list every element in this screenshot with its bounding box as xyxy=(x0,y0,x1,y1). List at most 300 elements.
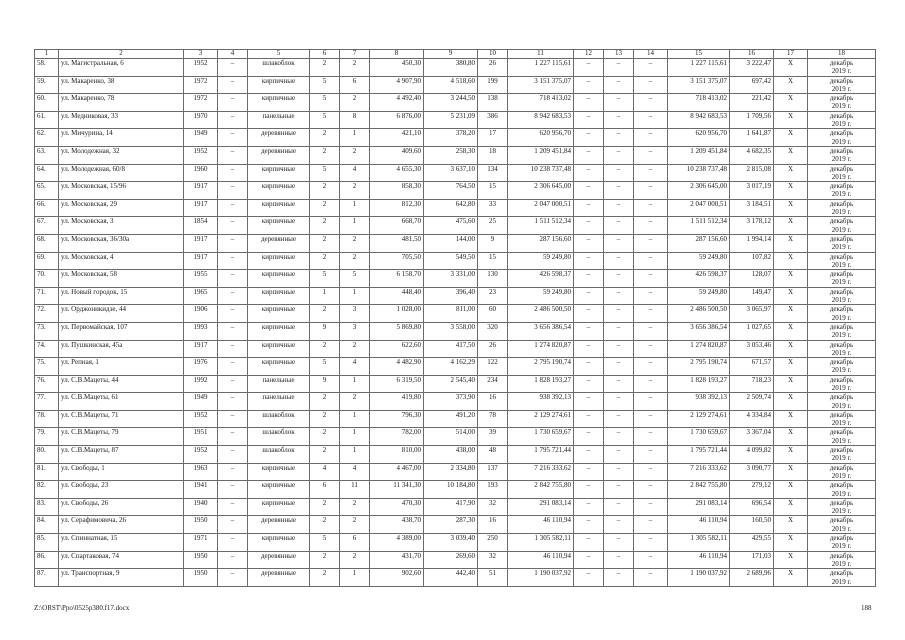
table-cell: 32 xyxy=(478,498,508,516)
table-cell: деревянные xyxy=(248,129,310,147)
table-cell: – xyxy=(574,463,604,481)
column-header: 13 xyxy=(604,50,634,59)
table-cell: 16 xyxy=(478,516,508,534)
table-cell: 3 222,47 xyxy=(730,59,774,77)
table-cell: 2 xyxy=(340,498,370,516)
deadline-month: декабрь xyxy=(829,340,854,349)
table-cell: 10 238 737,48 xyxy=(668,164,730,182)
table-cell: 3 065,97 xyxy=(730,305,774,323)
deadline-cell xyxy=(808,252,876,270)
table-cell: Х xyxy=(774,428,808,446)
table-cell: 2 xyxy=(340,340,370,358)
table-cell: – xyxy=(218,146,248,164)
table-cell: – xyxy=(218,287,248,305)
table-cell: 2 129 274,61 xyxy=(508,410,574,428)
table-row xyxy=(35,146,876,164)
column-header: 16 xyxy=(730,50,774,59)
table-cell: 2 xyxy=(340,94,370,112)
deadline-cell xyxy=(808,516,876,534)
table-cell: 409,60 xyxy=(370,146,424,164)
table-cell: – xyxy=(634,76,668,94)
table-cell: 438,00 xyxy=(424,446,478,464)
table-cell: – xyxy=(634,393,668,411)
table-cell: 2 xyxy=(310,252,340,270)
table-cell: 2 xyxy=(310,129,340,147)
table-cell: 17 xyxy=(478,129,508,147)
table-cell: – xyxy=(634,182,668,200)
table-cell: 811,00 xyxy=(424,305,478,323)
table-cell: – xyxy=(604,217,634,235)
deadline-year: 2019 г. xyxy=(831,243,852,252)
table-cell: – xyxy=(574,410,604,428)
table-cell: 705,50 xyxy=(370,252,424,270)
table-cell: 1941 xyxy=(184,481,218,499)
table-cell: 1 828 193,27 xyxy=(508,375,574,393)
table-cell: – xyxy=(574,358,604,376)
table-row xyxy=(35,59,876,77)
table-cell: 32 xyxy=(478,551,508,569)
table-cell: деревянные xyxy=(248,551,310,569)
table-cell: – xyxy=(574,111,604,129)
table-cell: 7 216 333,62 xyxy=(508,463,574,481)
table-cell: 77. xyxy=(35,393,59,411)
table-cell: 2 795 190,74 xyxy=(668,358,730,376)
table-cell: Х xyxy=(774,59,808,77)
table-cell: – xyxy=(218,393,248,411)
table-cell: 2 xyxy=(310,217,340,235)
table-cell: – xyxy=(634,199,668,217)
table-cell: 5 xyxy=(310,94,340,112)
table-cell: – xyxy=(218,111,248,129)
table-cell: Х xyxy=(774,94,808,112)
table-cell: 858,30 xyxy=(370,182,424,200)
table-cell: Х xyxy=(774,446,808,464)
table-cell: 4 389,00 xyxy=(370,534,424,552)
table-cell: Х xyxy=(774,393,808,411)
deadline-month: декабрь xyxy=(829,534,854,543)
table-cell: – xyxy=(634,59,668,77)
table-cell: 4 907,90 xyxy=(370,76,424,94)
table-cell: 1 xyxy=(310,287,340,305)
table-cell: Х xyxy=(774,516,808,534)
table-cell: 1917 xyxy=(184,182,218,200)
table-cell: 78 xyxy=(478,410,508,428)
table-cell: 438,70 xyxy=(370,516,424,534)
table-cell: ул. Свободы, 23 xyxy=(59,481,184,499)
table-cell: 59. xyxy=(35,76,59,94)
table-cell: 10 184,80 xyxy=(424,481,478,499)
table-cell: 5 xyxy=(310,534,340,552)
table-cell: ул. Московская, 15/96 xyxy=(59,182,184,200)
table-cell: – xyxy=(634,146,668,164)
deadline-year: 2019 г. xyxy=(831,208,852,217)
deadline-year: 2019 г. xyxy=(831,436,852,445)
table-cell: 938 392,13 xyxy=(668,393,730,411)
table-cell: 258,30 xyxy=(424,146,478,164)
deadline-cell xyxy=(808,199,876,217)
table-cell: ул. Спартаковая, 74 xyxy=(59,551,184,569)
table-cell: ул. Пушкинская, 45а xyxy=(59,340,184,358)
table-cell: – xyxy=(218,252,248,270)
table-cell: 3 151 375,07 xyxy=(508,76,574,94)
table-cell: 2 xyxy=(310,516,340,534)
table-cell: 4 467,00 xyxy=(370,463,424,481)
table-row xyxy=(35,428,876,446)
column-header: 18 xyxy=(808,50,876,59)
deadline-year: 2019 г. xyxy=(831,260,852,269)
table-cell: ул. С.В.Мацеты, 71 xyxy=(59,410,184,428)
table-cell: – xyxy=(604,516,634,534)
deadline-month: декабрь xyxy=(829,446,854,455)
table-cell: – xyxy=(218,534,248,552)
table-cell: 696,54 xyxy=(730,498,774,516)
deadline-year: 2019 г. xyxy=(831,542,852,551)
table-cell: шлакоблок xyxy=(248,428,310,446)
table-row xyxy=(35,322,876,340)
table-cell: 1 795 721,44 xyxy=(668,446,730,464)
deadline-month: декабрь xyxy=(829,393,854,402)
table-row xyxy=(35,252,876,270)
table-cell: – xyxy=(634,358,668,376)
table-cell: 1 305 582,11 xyxy=(508,534,574,552)
deadline-year: 2019 г. xyxy=(831,190,852,199)
table-cell: – xyxy=(218,569,248,587)
table-row xyxy=(35,305,876,323)
table-cell: 128,07 xyxy=(730,270,774,288)
table-cell: – xyxy=(574,551,604,569)
table-cell: 2 xyxy=(310,234,340,252)
table-cell: Х xyxy=(774,129,808,147)
table-cell: – xyxy=(604,375,634,393)
table-row xyxy=(35,551,876,569)
column-header: 10 xyxy=(478,50,508,59)
table-cell: 2 047 000,51 xyxy=(668,199,730,217)
table-cell: – xyxy=(604,428,634,446)
table-cell: – xyxy=(574,199,604,217)
table-cell: 8 942 683,53 xyxy=(668,111,730,129)
table-cell: 39 xyxy=(478,428,508,446)
table-row xyxy=(35,534,876,552)
column-header: 8 xyxy=(370,50,424,59)
deadline-cell xyxy=(808,534,876,552)
table-cell: 60 xyxy=(478,305,508,323)
table-cell: 1949 xyxy=(184,129,218,147)
table-cell: 1993 xyxy=(184,322,218,340)
table-cell: ул. Медниковая, 33 xyxy=(59,111,184,129)
deadline-cell xyxy=(808,111,876,129)
deadline-month: декабрь xyxy=(829,287,854,296)
table-row xyxy=(35,164,876,182)
table-cell: ул. С.В.Мацеты, 44 xyxy=(59,375,184,393)
table-cell: 1 828 193,27 xyxy=(668,375,730,393)
deadline-month: декабрь xyxy=(829,252,854,261)
table-cell: 1 xyxy=(340,129,370,147)
table-cell: – xyxy=(574,340,604,358)
table-cell: 1951 xyxy=(184,428,218,446)
table-cell: – xyxy=(574,305,604,323)
table-cell: 475,60 xyxy=(424,217,478,235)
table-cell: 279,12 xyxy=(730,481,774,499)
table-cell: ул. Мичурина, 14 xyxy=(59,129,184,147)
deadline-cell xyxy=(808,164,876,182)
table-cell: Х xyxy=(774,182,808,200)
table-cell: – xyxy=(574,59,604,77)
table-cell: 287 156,60 xyxy=(668,234,730,252)
deadline-year: 2019 г. xyxy=(831,102,852,111)
deadline-cell xyxy=(808,305,876,323)
table-cell: 1 xyxy=(340,199,370,217)
table-cell: – xyxy=(634,340,668,358)
deadline-cell xyxy=(808,234,876,252)
table-cell: 3 367,04 xyxy=(730,428,774,446)
table-cell: 3 244,50 xyxy=(424,94,478,112)
table-cell: – xyxy=(604,182,634,200)
table-cell: 417,90 xyxy=(424,498,478,516)
table-cell: ул. Магистральная, 6 xyxy=(59,59,184,77)
table-cell: 3 039,40 xyxy=(424,534,478,552)
table-cell: 2 306 645,00 xyxy=(668,182,730,200)
table-cell: 1 xyxy=(340,428,370,446)
table-cell: ул. С.В.Мацеты, 61 xyxy=(59,393,184,411)
table-cell: 1854 xyxy=(184,217,218,235)
table-row xyxy=(35,111,876,129)
deadline-month: декабрь xyxy=(829,129,854,138)
table-cell: 1949 xyxy=(184,393,218,411)
table-cell: 1 227 115,61 xyxy=(508,59,574,77)
table-cell: Х xyxy=(774,569,808,587)
table-cell: ул. С.В.Мацеты, 79 xyxy=(59,428,184,446)
table-cell: кирпичные xyxy=(248,358,310,376)
table-cell: 82. xyxy=(35,481,59,499)
table-cell: 4 482,90 xyxy=(370,358,424,376)
table-cell: – xyxy=(634,234,668,252)
footer-file-path: Z:\ORST\Ppo\0525p380.f17.docx xyxy=(34,604,130,612)
table-cell: – xyxy=(604,252,634,270)
table-cell: 134 xyxy=(478,164,508,182)
table-cell: Х xyxy=(774,146,808,164)
deadline-year: 2019 г. xyxy=(831,401,852,410)
table-cell: 59 249,80 xyxy=(508,287,574,305)
table-cell: 396,40 xyxy=(424,287,478,305)
table-cell: – xyxy=(218,498,248,516)
table-cell: 1 209 451,84 xyxy=(668,146,730,164)
column-header: 9 xyxy=(424,50,478,59)
table-cell: – xyxy=(574,252,604,270)
table-cell: 1963 xyxy=(184,463,218,481)
table-cell: 1906 xyxy=(184,305,218,323)
table-cell: 76. xyxy=(35,375,59,393)
deadline-year: 2019 г. xyxy=(831,419,852,428)
table-cell: 1952 xyxy=(184,146,218,164)
deadline-year: 2019 г. xyxy=(831,489,852,498)
table-cell: 6 xyxy=(340,76,370,94)
table-cell: 2 xyxy=(340,516,370,534)
table-cell: 65. xyxy=(35,182,59,200)
table-cell: – xyxy=(574,234,604,252)
table-cell: 5 231,09 xyxy=(424,111,478,129)
deadline-cell xyxy=(808,287,876,305)
table-cell: 718 413,02 xyxy=(668,94,730,112)
table-cell: ул. Серафимовича, 26 xyxy=(59,516,184,534)
table-cell: 26 xyxy=(478,340,508,358)
table-cell: 48 xyxy=(478,446,508,464)
table-cell: – xyxy=(604,305,634,323)
table-cell: Х xyxy=(774,498,808,516)
table-cell: 61. xyxy=(35,111,59,129)
table-cell: – xyxy=(574,129,604,147)
table-cell: 137 xyxy=(478,463,508,481)
deadline-month: декабрь xyxy=(829,481,854,490)
table-cell: 25 xyxy=(478,217,508,235)
table-cell: 1976 xyxy=(184,358,218,376)
table-cell: 269,60 xyxy=(424,551,478,569)
table-cell: – xyxy=(604,410,634,428)
table-cell: 2 xyxy=(310,340,340,358)
table-cell: 810,00 xyxy=(370,446,424,464)
table-cell: 5 xyxy=(310,111,340,129)
table-cell: 2 334,80 xyxy=(424,463,478,481)
table-cell: ул. Макаренко, 38 xyxy=(59,76,184,94)
table-cell: – xyxy=(604,358,634,376)
deadline-year: 2019 г. xyxy=(831,577,852,586)
table-cell: 620 956,70 xyxy=(508,129,574,147)
table-cell: 429,55 xyxy=(730,534,774,552)
table-cell: – xyxy=(574,164,604,182)
table-row xyxy=(35,270,876,288)
table-cell: 3 xyxy=(340,322,370,340)
table-cell: 1 730 659,67 xyxy=(668,428,730,446)
table-cell: 4 xyxy=(340,463,370,481)
table-cell: 4 682,35 xyxy=(730,146,774,164)
table-row xyxy=(35,569,876,587)
deadline-year: 2019 г. xyxy=(831,296,852,305)
table-cell: 426 598,37 xyxy=(508,270,574,288)
table-cell: 1952 xyxy=(184,410,218,428)
table-cell: – xyxy=(604,234,634,252)
deadline-cell xyxy=(808,358,876,376)
table-cell: 11 341,30 xyxy=(370,481,424,499)
table-cell: 287,30 xyxy=(424,516,478,534)
table-cell: 796,30 xyxy=(370,410,424,428)
deadline-cell xyxy=(808,76,876,94)
table-cell: Х xyxy=(774,375,808,393)
table-cell: ул. Новый городок, 15 xyxy=(59,287,184,305)
table-cell: – xyxy=(574,270,604,288)
table-cell: 417,50 xyxy=(424,340,478,358)
table-row xyxy=(35,375,876,393)
table-cell: 2 xyxy=(340,59,370,77)
table-cell: 291 083,14 xyxy=(508,498,574,516)
table-cell: 144,00 xyxy=(424,234,478,252)
table-cell: 67. xyxy=(35,217,59,235)
table-cell: 470,30 xyxy=(370,498,424,516)
table-cell: Х xyxy=(774,463,808,481)
table-cell: кирпичные xyxy=(248,199,310,217)
table-row xyxy=(35,234,876,252)
table-cell: 122 xyxy=(478,358,508,376)
table-cell: – xyxy=(218,516,248,534)
deadline-month: декабрь xyxy=(829,199,854,208)
table-cell: 3 637,10 xyxy=(424,164,478,182)
table-cell: 9 xyxy=(310,322,340,340)
table-cell: 130 xyxy=(478,270,508,288)
table-cell: – xyxy=(604,146,634,164)
table-cell: 16 xyxy=(478,393,508,411)
deadline-year: 2019 г. xyxy=(831,313,852,322)
column-header: 5 xyxy=(248,50,310,59)
table-cell: ул. Свободы, 1 xyxy=(59,463,184,481)
table-cell: Х xyxy=(774,358,808,376)
table-cell: – xyxy=(604,534,634,552)
deadline-month: декабрь xyxy=(829,234,854,243)
table-cell: кирпичные xyxy=(248,534,310,552)
table-cell: 481,50 xyxy=(370,234,424,252)
table-cell: – xyxy=(604,463,634,481)
table-cell: – xyxy=(218,428,248,446)
table-cell: 6 158,70 xyxy=(370,270,424,288)
table-cell: 3 053,46 xyxy=(730,340,774,358)
deadline-month: декабрь xyxy=(829,111,854,120)
table-cell: 782,00 xyxy=(370,428,424,446)
table-row xyxy=(35,182,876,200)
table-cell: шлакоблок xyxy=(248,410,310,428)
table-cell: панельные xyxy=(248,111,310,129)
table-cell: 234 xyxy=(478,375,508,393)
deadline-year: 2019 г. xyxy=(831,524,852,533)
table-cell: 1 028,00 xyxy=(370,305,424,323)
table-cell: 1950 xyxy=(184,516,218,534)
table-cell: 938 392,13 xyxy=(508,393,574,411)
table-cell: 5 869,80 xyxy=(370,322,424,340)
table-cell: 250 xyxy=(478,534,508,552)
table-cell: – xyxy=(218,410,248,428)
table-cell: 46 110,94 xyxy=(668,551,730,569)
table-cell: 514,00 xyxy=(424,428,478,446)
table-cell: 1 305 582,11 xyxy=(668,534,730,552)
deadline-month: декабрь xyxy=(829,410,854,419)
table-cell: – xyxy=(634,111,668,129)
table-cell: 1 xyxy=(340,217,370,235)
deadline-year: 2019 г. xyxy=(831,471,852,480)
table-row xyxy=(35,199,876,217)
table-cell: Х xyxy=(774,111,808,129)
table-cell: деревянные xyxy=(248,146,310,164)
deadline-month: декабрь xyxy=(829,551,854,560)
table-cell: – xyxy=(218,94,248,112)
table-cell: 1 795 721,44 xyxy=(508,446,574,464)
table-cell: кирпичные xyxy=(248,182,310,200)
table-cell: 1917 xyxy=(184,340,218,358)
table-cell: 149,47 xyxy=(730,287,774,305)
table-cell: Х xyxy=(774,234,808,252)
table-cell: – xyxy=(604,551,634,569)
table-cell: 386 xyxy=(478,111,508,129)
table-cell: – xyxy=(634,534,668,552)
table-cell: 668,70 xyxy=(370,217,424,235)
table-cell: 1950 xyxy=(184,569,218,587)
table-cell: 5 xyxy=(310,270,340,288)
table-cell: 4 655,30 xyxy=(370,164,424,182)
table-cell: 1955 xyxy=(184,270,218,288)
table-cell: – xyxy=(634,305,668,323)
deadline-year: 2019 г. xyxy=(831,225,852,234)
table-cell: 450,30 xyxy=(370,59,424,77)
deadline-year: 2019 г. xyxy=(831,331,852,340)
table-cell: 4 099,82 xyxy=(730,446,774,464)
table-cell: 86. xyxy=(35,551,59,569)
table-cell: ул. С.В.Мацеты, 87 xyxy=(59,446,184,464)
deadline-cell xyxy=(808,463,876,481)
